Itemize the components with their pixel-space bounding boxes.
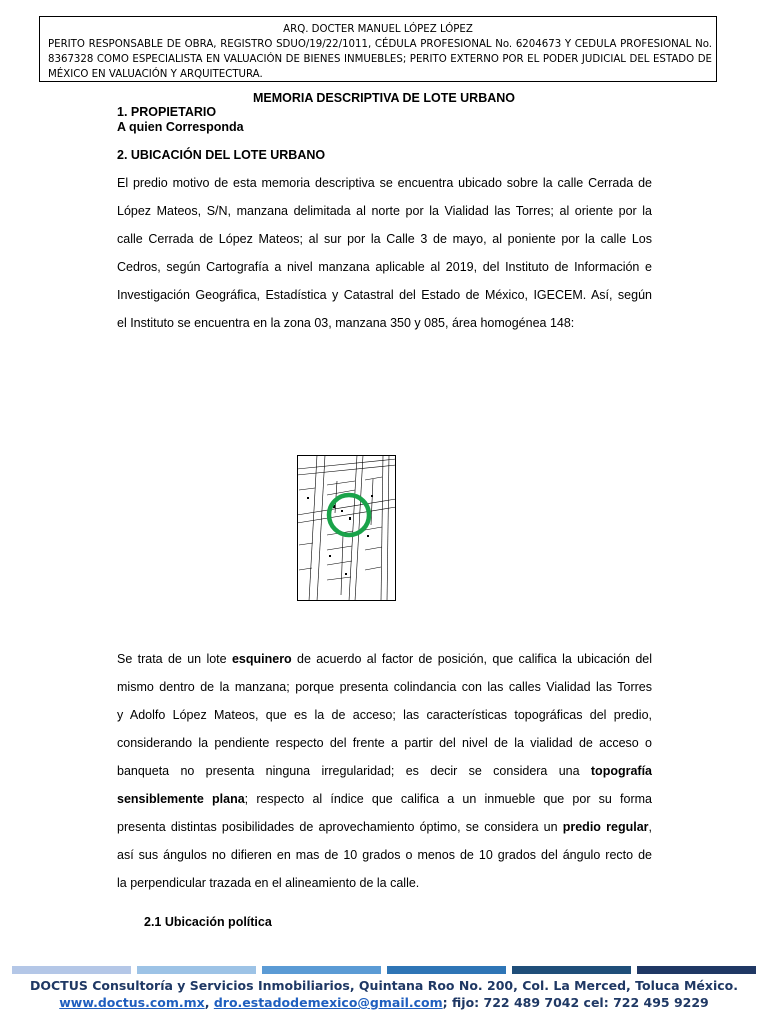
document-title: MEMORIA DESCRIPTIVA DE LOTE URBANO <box>252 91 516 105</box>
paragraph-line: banqueta no presenta ninguna irregularidad; es decir se considera una topografía <box>117 764 652 778</box>
author-credentials: PERITO RESPONSABLE DE OBRA, REGISTRO SDUO/19/22/1011, CÉDULA PROFESIONAL No. 6204673 Y CEDULA PROFESIONAL No. 8367328 COMO ESPECIALISTA EN VALUACIÓN DE BIENES INMUEBLES; PERITO EXTERNO POR EL PODER JUDICIAL DEL ESTADO DE MÉXICO EN VALUACIÓN Y ARQUITECTURA. <box>48 39 712 80</box>
paragraph-line: la perpendicular trazada en el alineamiento de la calle. <box>117 876 420 890</box>
paragraph-line: sensiblemente plana; respecto al índice que califica a un inmueble que por su forma <box>117 792 652 806</box>
phone-numbers: ; fijo: 722 489 7042 cel: 722 495 9229 <box>442 995 709 1010</box>
footer-bar <box>137 966 256 974</box>
owner-value: A quien Corresponda <box>117 120 244 134</box>
footer-contact: www.doctus.com.mx, dro.estadodemexico@gmail.com; fijo: 722 489 7042 cel: 722 495 9229 <box>59 995 709 1010</box>
footer-address: DOCTUS Consultoría y Servicios Inmobiliarios, Quintana Roo No. 200, Col. La Merced, Toluca México. <box>30 978 738 993</box>
paragraph-line: presenta distintas posibilidades de aprovechamiento óptimo, se considera un predio regular, <box>117 820 652 834</box>
paragraph-line: Cedros, según Cartografía a nivel manzana aplicable al 2019, del Instituto de Información e <box>117 260 652 274</box>
letterhead-box <box>39 16 717 82</box>
website-link[interactable]: www.doctus.com.mx <box>59 995 205 1010</box>
footer-bar <box>387 966 506 974</box>
paragraph-line: Se trata de un lote esquinero de acuerdo al factor de posición, que califica la ubicación del <box>117 652 652 666</box>
paragraph-line: El predio motivo de esta memoria descriptiva se encuentra ubicado sobre la calle Cerrada de <box>117 176 652 190</box>
paragraph-line: López Mateos, S/N, manzana delimitada al norte por la Vialidad las Torres; al oriente por la <box>117 204 652 218</box>
footer-bar <box>637 966 756 974</box>
section-2-heading: 2. UBICACIÓN DEL LOTE URBANO <box>117 148 326 162</box>
footer-bar <box>262 966 381 974</box>
cadastral-map-image <box>297 455 396 601</box>
subsection-heading: 2.1 Ubicación política <box>144 915 272 929</box>
lot-description-paragraph <box>117 645 652 897</box>
footer-bar <box>512 966 631 974</box>
paragraph-line: Investigación Geográfica, Estadística y Catastral del Estado de México, IGECEM. Así, según <box>117 288 652 302</box>
location-paragraph <box>117 169 652 337</box>
paragraph-line: considerando la pendiente respecto del frente a partir del nivel de la vialidad de acceso o <box>117 736 652 750</box>
footer-color-bars <box>12 966 756 974</box>
paragraph-line: calle Cerrada de López Mateos; al sur por la Calle 3 de mayo, al poniente por la calle Los <box>117 232 652 246</box>
email-link[interactable]: dro.estadodemexico@gmail.com <box>213 995 443 1010</box>
paragraph-line: y Adolfo López Mateos, que es la de acceso; las características topográficas del predio, <box>117 708 652 722</box>
author-name: ARQ. DOCTER MANUEL LÓPEZ LÓPEZ <box>283 24 473 35</box>
paragraph-line: mismo dentro de la manzana; porque presenta colindancia con las calles Vialidad las Torres <box>117 680 652 694</box>
footer-bar <box>12 966 131 974</box>
paragraph-line: así sus ángulos no difieren en mas de 10 grados o menos de 10 grados del ángulo recto de <box>117 848 652 862</box>
section-1-heading: 1. PROPIETARIO <box>117 105 217 119</box>
paragraph-line: el Instituto se encuentra en la zona 03, manzana 350 y 085, área homogénea 148: <box>117 316 575 330</box>
